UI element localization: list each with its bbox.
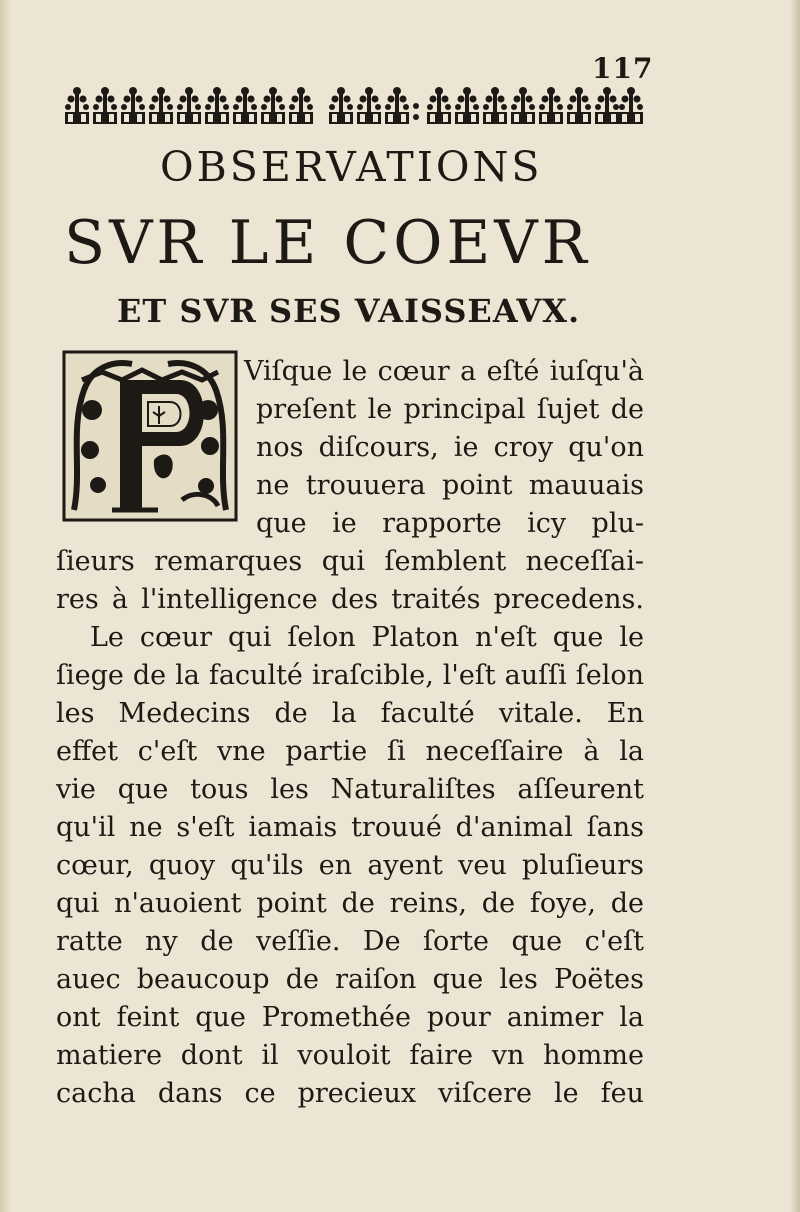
decorated-initial: [62, 350, 238, 522]
text-line: ſieurs remarques qui ſemblent neceſſai-: [56, 546, 644, 577]
text-line: res à l'intelligence des traités precedens.: [56, 584, 644, 615]
text-line: nos diſcours, ie croy qu'on: [256, 432, 644, 463]
text-line: auec beaucoup de raiſon que les Poëtes: [56, 964, 644, 995]
text-line: matiere dont il vouloit faire vn homme: [56, 1040, 644, 1071]
text-line: qui n'auoient point de reins, de foye, de: [56, 888, 644, 919]
heading-observations: OBSERVATIONS: [160, 143, 543, 191]
heading-sur-le-coeur: SVR LE COEVR: [64, 208, 591, 278]
text-line: Le cœur qui ſelon Platon n'eſt que le: [90, 622, 644, 653]
fleuron-ornament-icon: [62, 84, 646, 128]
page-right-edge: [790, 0, 800, 1212]
heading-et-sur-ses-vaisseaux: ET SVR SES VAISSEAVX.: [117, 292, 581, 330]
page-left-edge: [0, 0, 12, 1212]
text-line: qu'il ne s'eſt iamais trouué d'animal ſans: [56, 812, 644, 843]
text-line: les Medecins de la faculté vitale. En: [56, 698, 644, 729]
text-line: ont feint que Promethée pour animer la: [56, 1002, 644, 1033]
text-line: effet c'eſt vne partie ſi neceſſaire à la: [56, 736, 644, 767]
text-line: vie que tous les Naturaliſtes aſſeurent: [56, 774, 644, 805]
text-line: cacha dans ce precieux viſcere le feu: [56, 1078, 644, 1109]
text-line: preſent le principal ſujet de: [256, 394, 644, 425]
fleuron-ornament-band: [62, 84, 646, 128]
text-line: ſiege de la faculté iraſcible, l'eſt auſſi ſelon: [56, 660, 644, 691]
text-line: ne trouuera point mauuais: [256, 470, 644, 501]
text-line: Viſque le cœur a eſté iuſqu'à: [244, 356, 644, 387]
foliate-initial-icon: [62, 350, 238, 522]
text-line: ratte ny de veſſie. De ſorte que c'eſt: [56, 926, 644, 957]
page-number: 117: [592, 52, 654, 85]
text-line: que ie rapporte icy plu-: [256, 508, 644, 539]
text-line: cœur, quoy qu'ils en ayent veu pluſieurs: [56, 850, 644, 881]
